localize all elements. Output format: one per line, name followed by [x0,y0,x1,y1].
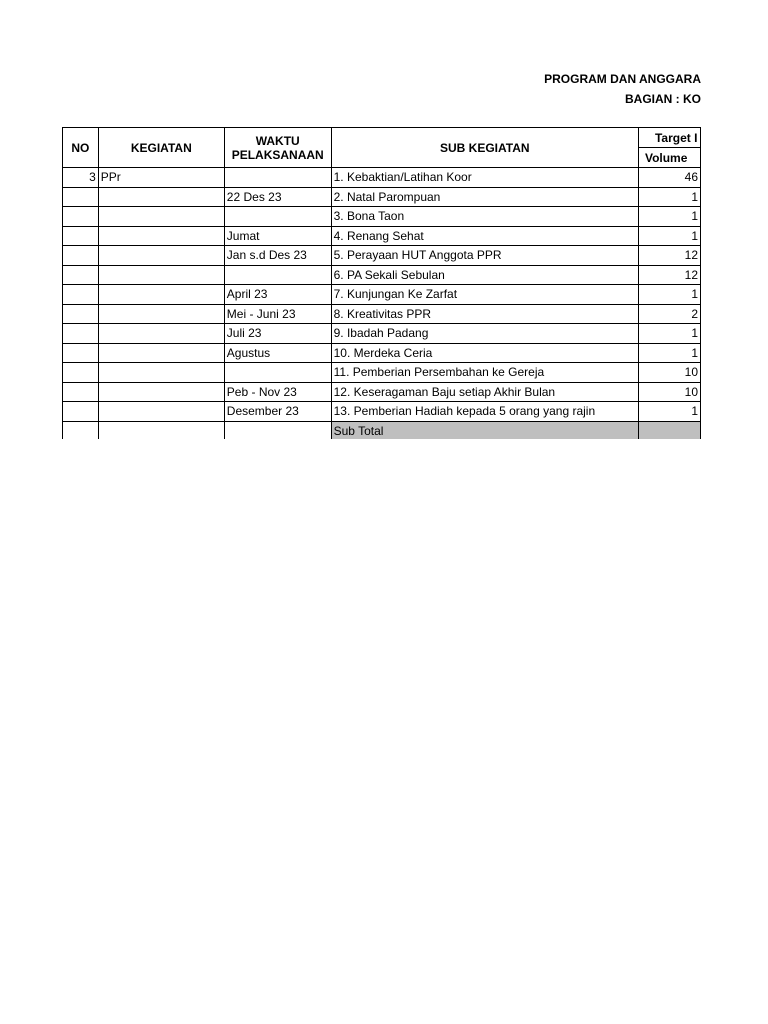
cell-no [63,324,99,344]
cell-volume: 2 [638,304,700,324]
cell-kegiatan [98,285,224,305]
program-table-container [62,127,701,439]
cell-waktu [224,363,331,383]
cell-volume: 1 [638,324,700,344]
header-waktu [224,128,331,168]
table-row [63,324,701,344]
cell-sub-kegiatan: 12. Keseragaman Baju setiap Akhir Bulan [331,382,638,402]
header-volume: Volume [638,148,700,168]
cell-no [63,382,99,402]
table-row [63,382,701,402]
cell-kegiatan [98,246,224,266]
header-kegiatan: KEGIATAN [98,128,224,168]
table-row [63,343,701,363]
cell-no [63,246,99,266]
table-row [63,265,701,285]
cell-kegiatan: PPr [98,168,224,188]
cell-volume: 1 [638,187,700,207]
cell-volume: 12 [638,246,700,266]
cell-waktu: Jan s.d Des 23 [224,246,331,266]
cell-sub-kegiatan: 10. Merdeka Ceria [331,343,638,363]
cell-volume: 12 [638,265,700,285]
cell-sub-kegiatan: 5. Perayaan HUT Anggota PPR [331,246,638,266]
header-target: Target I [638,128,700,148]
table-row [63,363,701,383]
document-subtitle: BAGIAN : KO [625,92,701,106]
cell-kegiatan [98,207,224,227]
table-row [63,304,701,324]
cell-kegiatan [98,265,224,285]
cell-kegiatan [98,187,224,207]
subtotal-empty-cell [224,421,331,439]
subtotal-label: Sub Total [331,421,638,439]
cell-no [63,265,99,285]
document-title: PROGRAM DAN ANGGARA [544,72,701,86]
cell-waktu [224,168,331,188]
cell-sub-kegiatan: 3. Bona Taon [331,207,638,227]
cell-no [63,226,99,246]
header-waktu-line-1: WAKTU [255,133,300,148]
cell-waktu: 22 Des 23 [224,187,331,207]
subtotal-empty-cell [98,421,224,439]
cell-kegiatan [98,382,224,402]
cell-waktu: Juli 23 [224,324,331,344]
cell-volume: 10 [638,363,700,383]
cell-no [63,363,99,383]
cell-kegiatan [98,363,224,383]
cell-sub-kegiatan: 8. Kreativitas PPR [331,304,638,324]
cell-kegiatan [98,304,224,324]
table-row [63,226,701,246]
cell-waktu: Jumat [224,226,331,246]
cell-no [63,402,99,422]
cell-kegiatan [98,402,224,422]
cell-sub-kegiatan: 2. Natal Parompuan [331,187,638,207]
program-table [62,127,701,439]
table-body [63,168,701,440]
cell-sub-kegiatan: 7. Kunjungan Ke Zarfat [331,285,638,305]
header-sub-kegiatan: SUB KEGIATAN [331,128,638,168]
cell-waktu: Agustus [224,343,331,363]
cell-waktu: Peb - Nov 23 [224,382,331,402]
cell-volume: 1 [638,402,700,422]
table-row [63,168,701,188]
cell-waktu [224,265,331,285]
cell-volume: 1 [638,226,700,246]
table-row [63,207,701,227]
cell-sub-kegiatan: 13. Pemberian Hadiah kepada 5 orang yang rajin [331,402,638,422]
table-row [63,285,701,305]
cell-no [63,187,99,207]
cell-no [63,207,99,227]
table-row [63,246,701,266]
cell-no [63,343,99,363]
cell-kegiatan [98,343,224,363]
cell-no [63,304,99,324]
cell-sub-kegiatan: 1. Kebaktian/Latihan Koor [331,168,638,188]
cell-kegiatan [98,226,224,246]
cell-waktu: Desember 23 [224,402,331,422]
cell-sub-kegiatan: 9. Ibadah Padang [331,324,638,344]
cell-no [63,285,99,305]
table-row [63,187,701,207]
cell-sub-kegiatan: 4. Renang Sehat [331,226,638,246]
subtotal-empty-cell [63,421,99,439]
cell-sub-kegiatan: 11. Pemberian Persembahan ke Gereja [331,363,638,383]
cell-volume: 1 [638,207,700,227]
subtotal-row [63,421,701,439]
cell-waktu [224,207,331,227]
cell-volume: 1 [638,285,700,305]
subtotal-value [638,421,700,439]
cell-no: 3 [63,168,99,188]
cell-volume: 1 [638,343,700,363]
table-row [63,402,701,422]
header-no: NO [63,128,99,168]
cell-volume: 46 [638,168,700,188]
cell-kegiatan [98,324,224,344]
header-waktu-line-2: PELAKSANAAN [231,147,324,162]
cell-sub-kegiatan: 6. PA Sekali Sebulan [331,265,638,285]
cell-waktu: Mei - Juni 23 [224,304,331,324]
cell-waktu: April 23 [224,285,331,305]
cell-volume: 10 [638,382,700,402]
